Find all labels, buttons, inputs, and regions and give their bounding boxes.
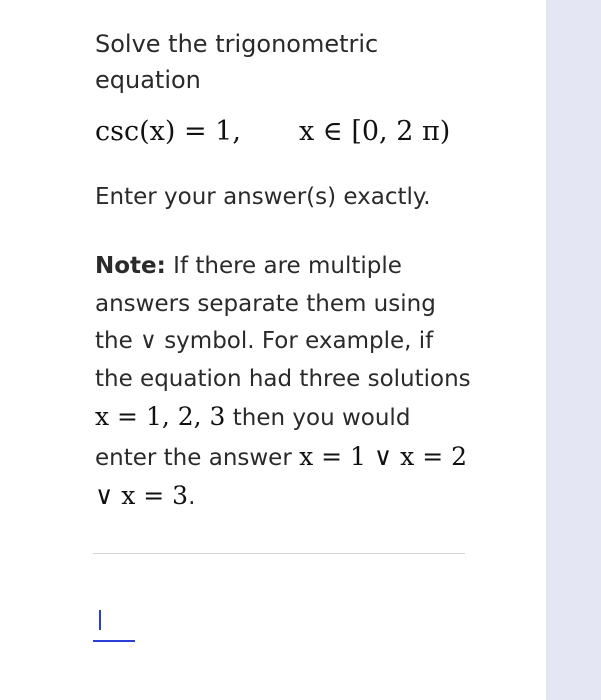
answer-input[interactable] <box>93 598 135 642</box>
note-math-example-solutions: x = 1, 2, 3 <box>95 402 226 431</box>
note-text-2: then you would enter the answer <box>95 405 411 471</box>
equation-left: csc(x) = 1, <box>95 116 241 147</box>
text-cursor <box>99 610 101 630</box>
note-label: Note: <box>95 253 166 279</box>
equation-domain: x ∈ [0, 2 π) <box>298 116 451 147</box>
note-text-1: If there are multiple answers separate them using the ∨ symbol. For example, if the equation had three solutions <box>95 253 471 392</box>
note-paragraph <box>95 248 475 517</box>
question-content <box>95 26 475 517</box>
instruction-text: Enter your answer(s) exactly. <box>95 184 431 210</box>
divider <box>93 553 465 554</box>
question-title-line2: equation <box>95 66 201 94</box>
note-math-example-answer: x = 1 ∨ x = 2 ∨ x = 3 <box>95 441 467 510</box>
question-title <box>95 26 475 98</box>
equation <box>95 112 475 152</box>
right-margin-strip <box>546 0 601 700</box>
note-text-3: . <box>188 484 196 510</box>
question-title-line1: Solve the trigonometric <box>95 30 379 58</box>
